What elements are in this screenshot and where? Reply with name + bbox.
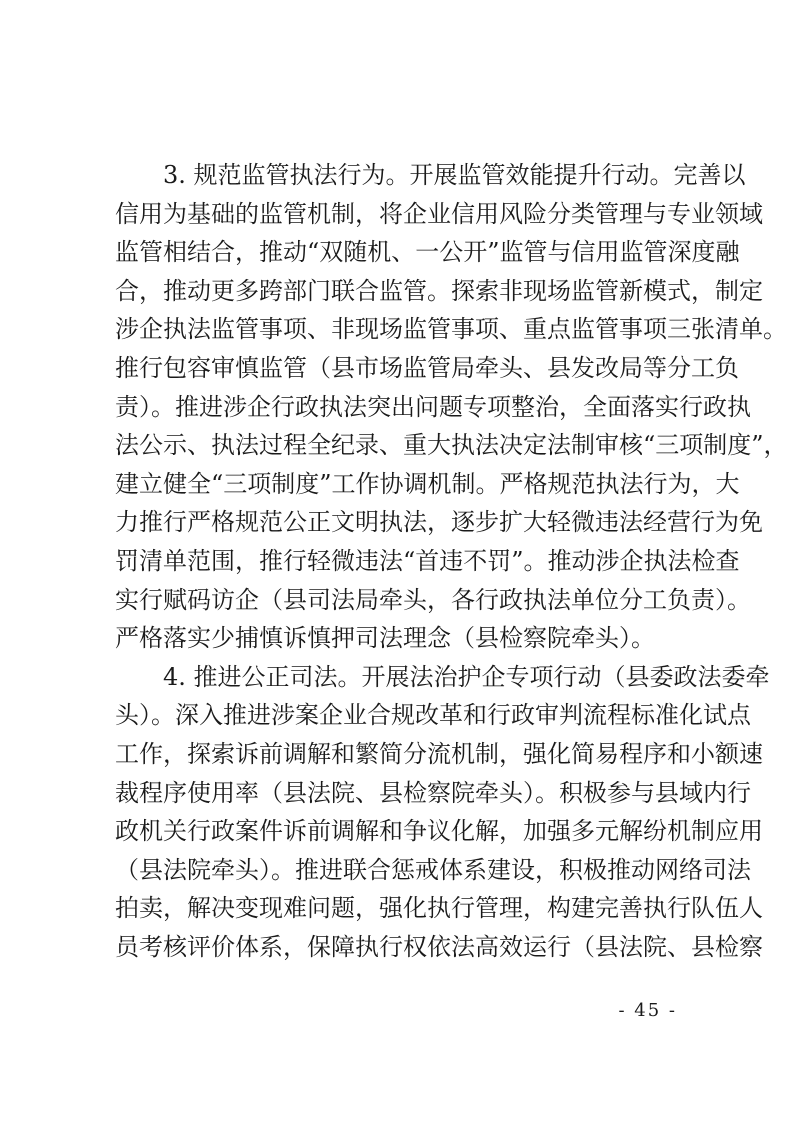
text-line: 严格落实少捕慎诉慎押司法理念（县检察院牵头）。 [115,624,655,653]
text-line: 法公示、执法过程全纪录、重大执法决定法制审核“三项制度”， [115,431,788,460]
text-line: 力推行严格规范公正文明执法，逐步扩大轻微违法经营行为免 [115,508,763,537]
text-line: 涉企执法监管事项、非现场监管事项、重点监管事项三张清单。 [115,315,787,344]
text-line: 责）。推进涉企行政执法突出问题专项整治，全面落实行政执 [115,392,751,421]
text-line: （县法院牵头）。推进联合惩戒体系建设，积极推动网络司法 [115,855,751,884]
text-line: 信用为基础的监管机制，将企业信用风险分类管理与专业领域 [115,199,763,228]
document-body [115,156,788,966]
text-line: 实行赋码访企（县司法局牵头，各行政执法单位分工负责）。 [115,585,751,614]
text-line: 员考核评价体系，保障执行权依法高效运行（县法院、县检察 [115,932,763,961]
text-line: 拍卖，解决变现难问题，强化执行管理，构建完善执行队伍人 [115,894,763,923]
text-line: 头）。深入推进涉案企业合规改革和行政审判流程标准化试点 [115,701,751,730]
text-line: 建立健全“三项制度”工作协调机制。严格规范执法行为，大 [115,469,740,498]
text-line: 罚清单范围，推行轻微违法“首违不罚”。推动涉企执法检查 [115,546,740,575]
text-line: 4. 推进公正司法。开展法治护企专项行动（县委政法委牵 [163,662,770,691]
text-line: 监管相结合，推动“双随机、一公开”监管与信用监管深度融 [115,238,740,267]
text-line: 合，推动更多跨部门联合监管。探索非现场监管新模式，制定 [115,276,763,305]
text-line: 工作，探索诉前调解和繁简分流机制，强化简易程序和小额速 [115,739,763,768]
paragraph-regulatory-enforcement [115,156,788,658]
text-line: 裁程序使用率（县法院、县检察院牵头）。积极参与县域内行 [115,778,751,807]
text-line: 政机关行政案件诉前调解和争议化解，加强多元解纷机制应用 [115,817,763,846]
page-number: - 45 - [618,1000,677,1021]
paragraph-fair-justice [115,658,770,967]
text-line: 推行包容审慎监管（县市场监管局牵头、县发改局等分工负 [115,353,739,382]
text-line: 3. 规范监管执法行为。开展监管效能提升行动。完善以 [163,161,746,189]
